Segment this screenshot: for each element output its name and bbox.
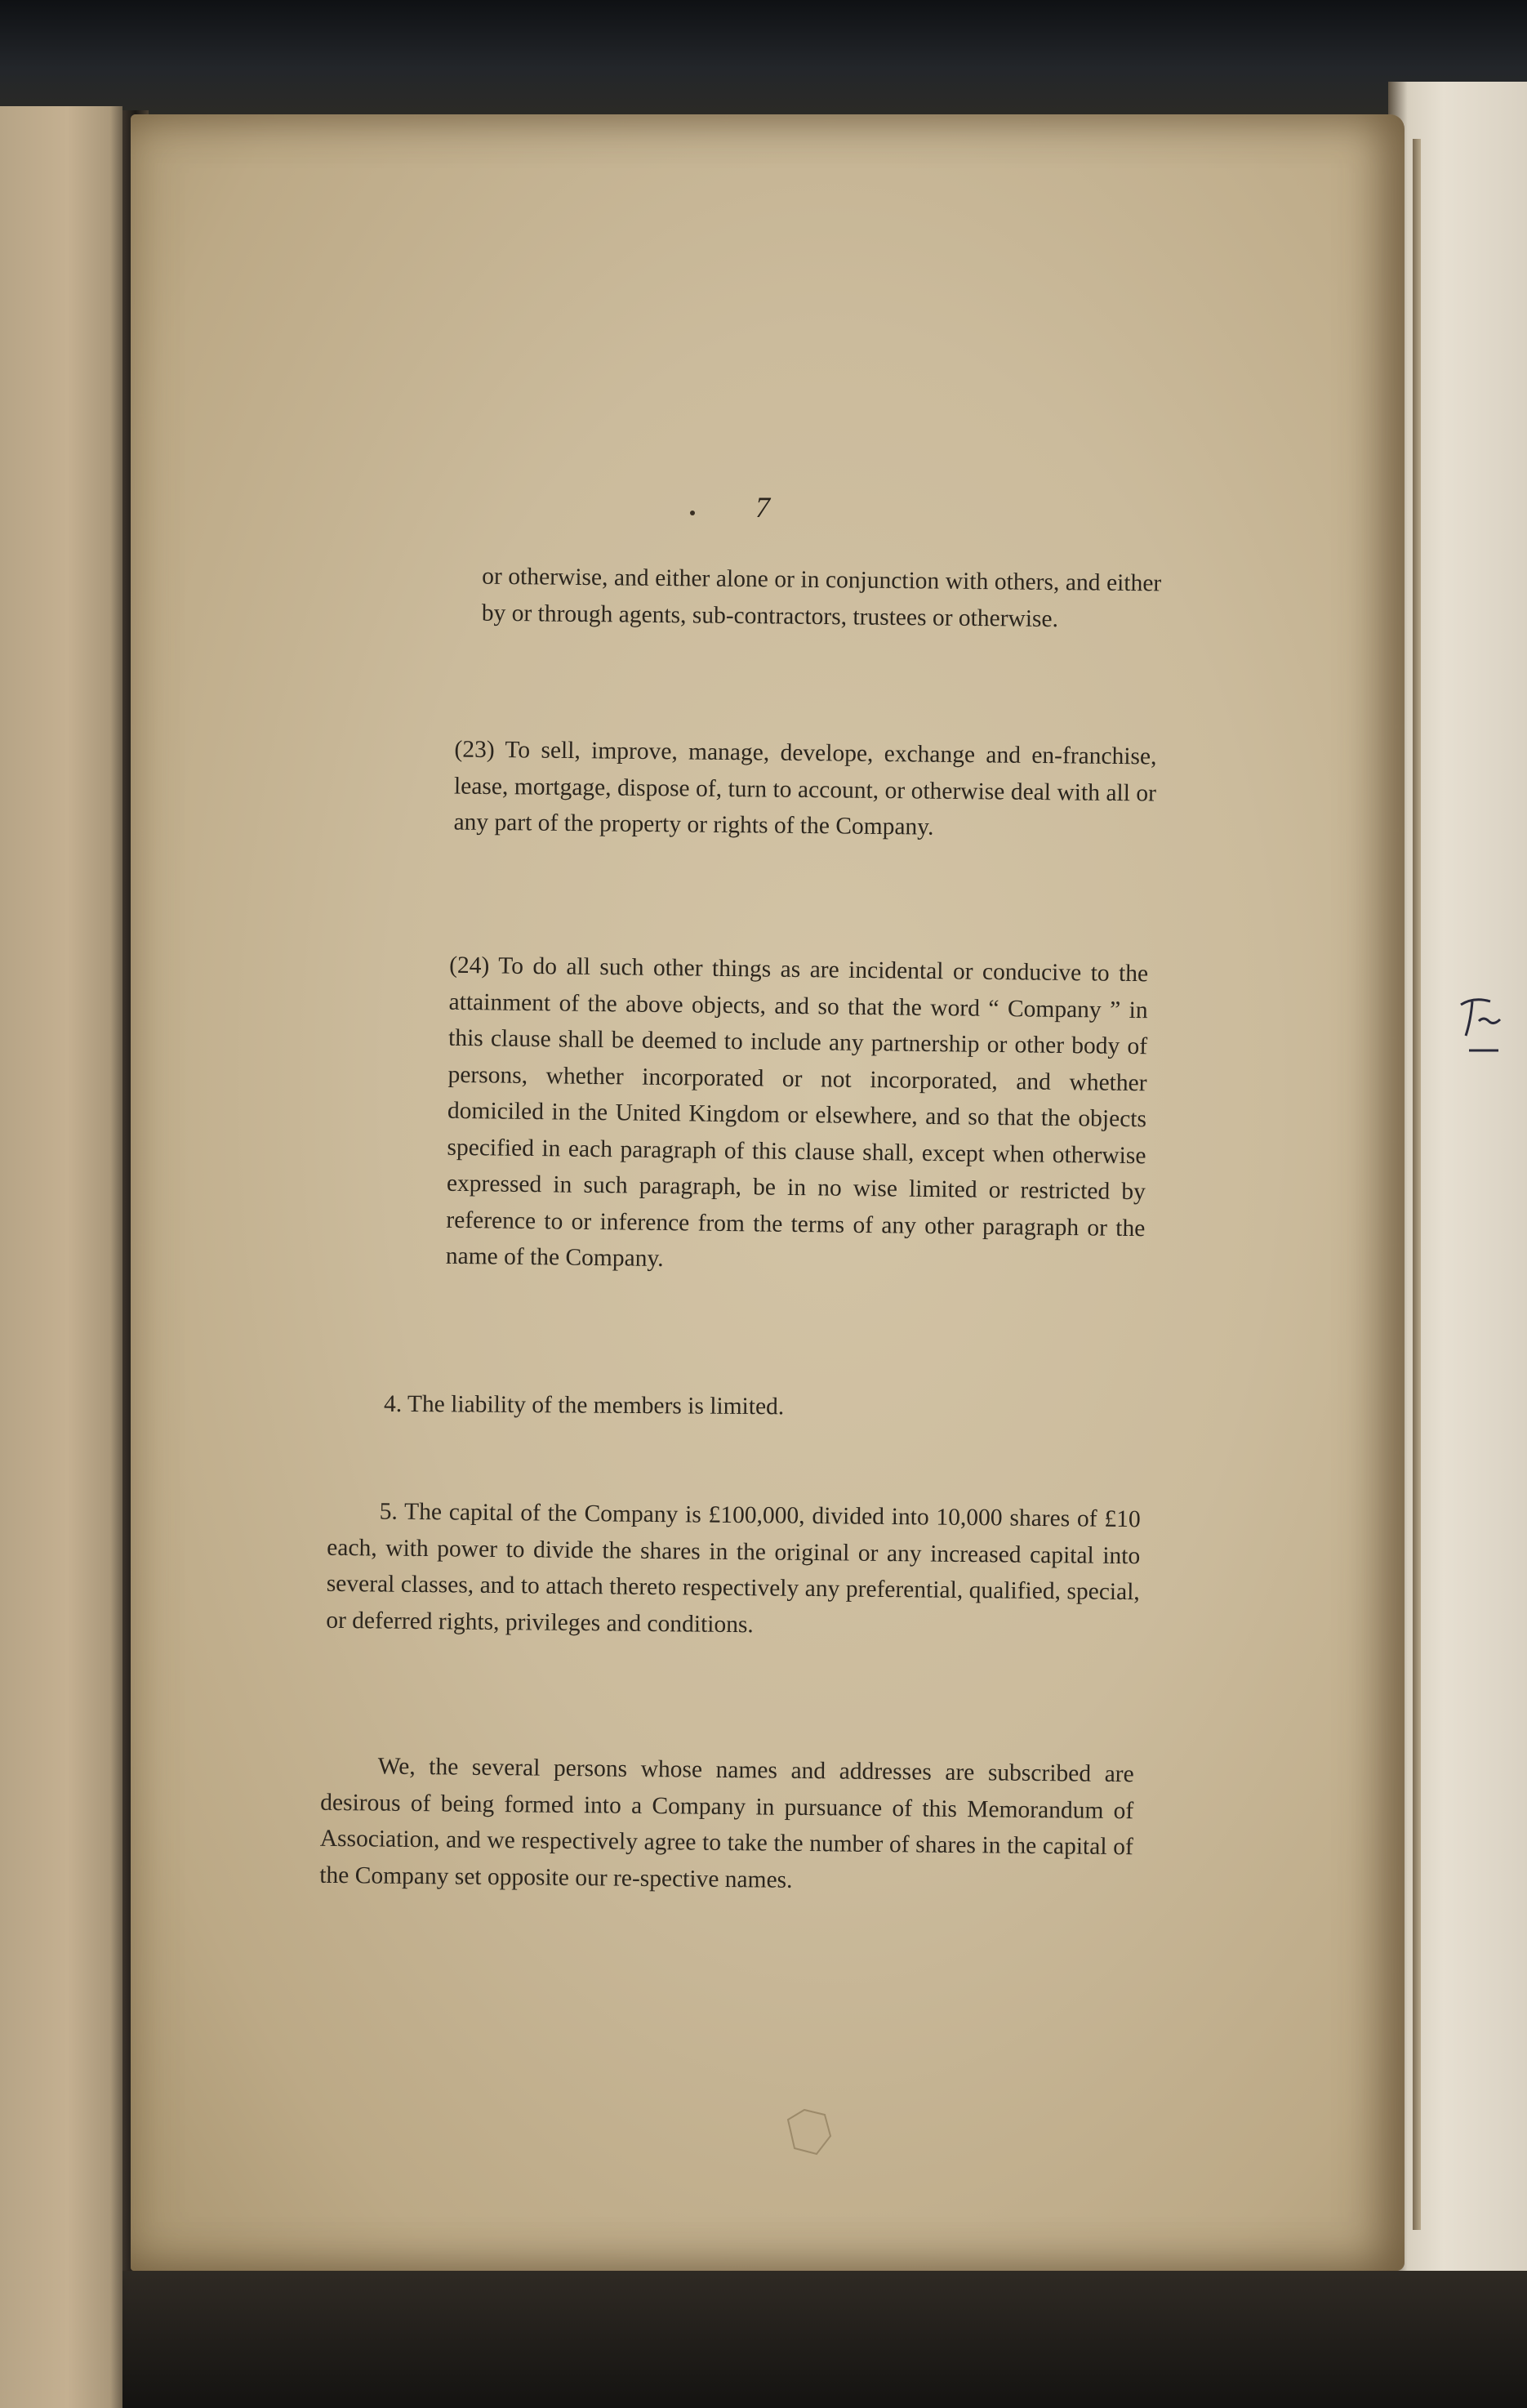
handwritten-annotation-mark xyxy=(1458,988,1507,1062)
section-4-paragraph: 4. The liability of the members is limited. xyxy=(383,1390,785,1420)
book-binding-top xyxy=(0,0,1527,114)
page-stack-edge xyxy=(1413,139,1421,2230)
section-5-paragraph: 5. The capital of the Company is £100,000, divided into 10,000 shares of £10 each, with power to divide the shares in the original or any increased capital into several classes, and to attach thereto respectively any preferential, qualified, special, or deferred rights, privileges and conditions. xyxy=(326,1498,1141,1638)
continuation-paragraph: or otherwise, and either alone or in conjunction with others, and either by or through agents, sub-contractors, trustees or otherwise. xyxy=(481,563,1162,632)
clause-24-paragraph: (24) To do all such other things as are incidental or conducive to the attainment of the above objects, and so that the word “ Company ” in this clause shall be deemed to include any partnership or other body of persons, whether incorporated or not incorporated, and whether domiciled in the United Kingdom or elsewhere, and so that the objects specified in each paragraph of this clause shall, except when otherwise expressed in such paragraph, be in no wise limited or restricted by reference to or inference from the terms of any other paragraph or the name of the Company. xyxy=(445,952,1149,1273)
ink-dot xyxy=(690,511,695,515)
clause-23-paragraph: (23) To sell, improve, manage, develope, exchange and en-franchise, lease, mortgage, dispose of, turn to account, or otherwise deal with all or any part of the property or rights of the Company. xyxy=(453,736,1157,841)
left-facing-page-edge xyxy=(0,106,122,2408)
page-number: 7 xyxy=(755,491,770,524)
subscription-paragraph: We, the several persons whose names and addresses are subscribed are desirous of being formed into a Company in pursuance of this Memorandum of Association, and we respectively agree to take the number of shares in the capital of the Company set opposite our re-spective names. xyxy=(319,1753,1134,1893)
bottom-shadow xyxy=(122,2271,1527,2408)
paper-tear-mark xyxy=(780,2103,837,2161)
right-page-stack xyxy=(1388,82,1527,2303)
